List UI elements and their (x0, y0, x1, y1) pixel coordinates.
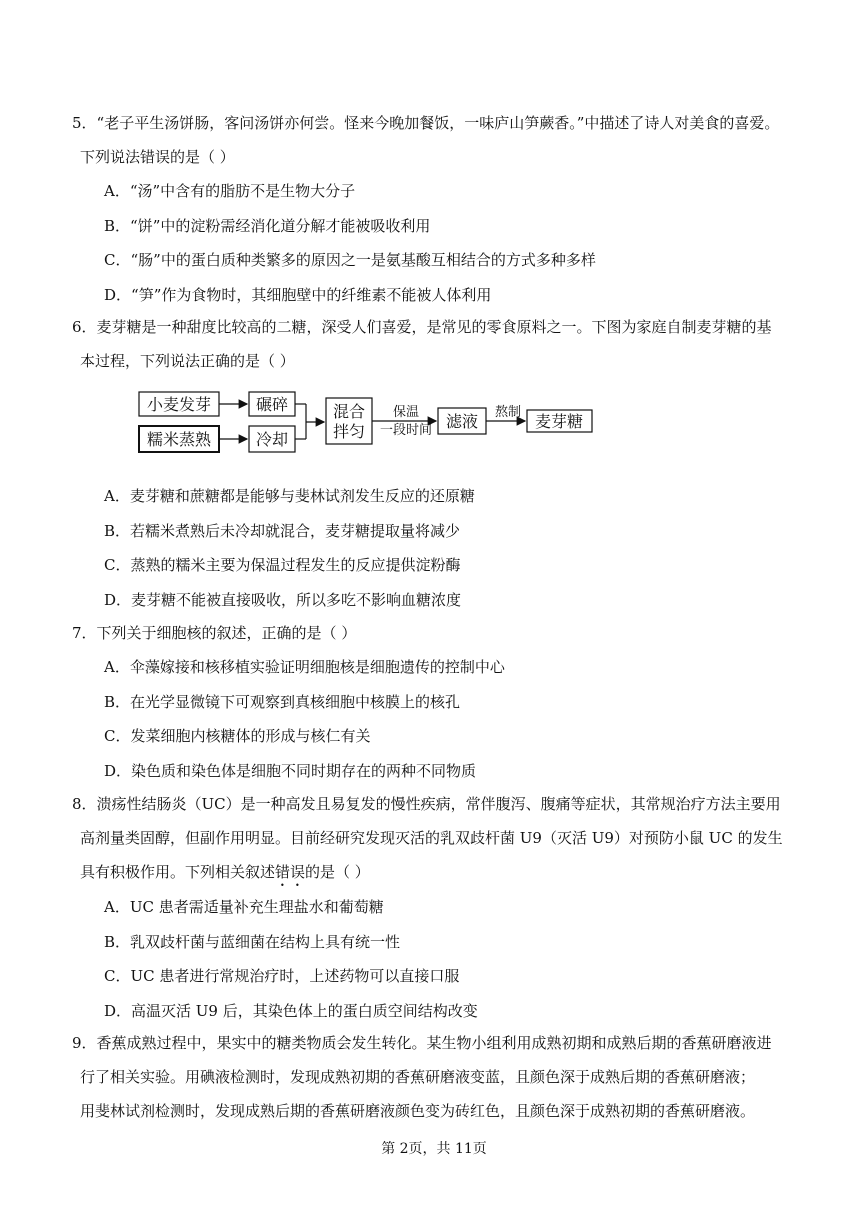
question-5-option-a: A．“汤”中含有的脂肪不是生物大分子 (104, 182, 356, 200)
process-diagram (136, 386, 606, 456)
question-6-option-c: C．蒸熟的糯米主要为保温过程发生的反应提供淀粉酶 (104, 556, 461, 574)
box-cool-label: 冷却 (255, 430, 289, 449)
question-5-stem-line2: 下列说法错误的是（ ） (80, 148, 235, 166)
arrow-boil-label: 熬制 (494, 405, 522, 420)
arrow-keep-warm-label-1: 保温 (392, 405, 420, 420)
question-6 (72, 310, 820, 378)
box-steam-rice-label: 糯米蒸熟 (146, 430, 212, 449)
question-6-stem-line2: 本过程，下列说法正确的是（ ） (80, 352, 295, 370)
question-6-option-b: B．若糯米煮熟后未冷却就混合，麦芽糖提取量将减少 (104, 521, 461, 540)
question-6-options (80, 479, 820, 617)
question-7-option-a: A．伞藻嫁接和核移植实验证明细胞核是细胞遗传的控制中心 (104, 658, 505, 676)
question-8 (72, 787, 820, 1028)
box-mix-label-2: 拌匀 (332, 422, 366, 441)
question-8-stem-line1: 8．溃疡性结肠炎（UC）是一种高发且易复发的慢性疾病，常伴腹泻、腹痛等症状，其常规治疗方法主要用 (72, 795, 781, 813)
question-9-stem-line3: 用斐林试剂检测时，发现成熟后期的香蕉研磨液颜色变为砖红色，且颜色深于成熟初期的香蕉研磨液。 (80, 1102, 756, 1120)
question-7 (72, 616, 820, 788)
question-8-stem-line3-post: 的是（ ） (305, 863, 370, 881)
question-8-stem-line3 (80, 855, 820, 890)
box-grind-label: 碾碎 (255, 395, 289, 414)
question-6-stem-line1: 6．麦芽糖是一种甜度比较高的二糖，深受人们喜爱，是常见的零食原料之一。下图为家庭自制麦芽糖的基 (72, 318, 772, 336)
question-6-option-d: D．麦芽糖不能被直接吸收，所以多吃不影响血糖浓度 (104, 590, 462, 609)
question-8-option-b: B．乳双歧杆菌与蓝细菌在结构上具有统一性 (104, 932, 401, 951)
box-mix-label-1: 混合 (332, 402, 366, 421)
question-8-option-c: C．UC 患者进行常规治疗时，上述药物可以直接口服 (104, 967, 460, 985)
question-8-option-a: A．UC 患者需适量补充生理盐水和葡萄糖 (104, 898, 384, 916)
question-5-option-c: C．“肠”中的蛋白质种类繁多的原因之一是氨基酸互相结合的方式多种多样 (104, 251, 596, 269)
question-7-option-c: C．发菜细胞内核糖体的形成与核仁有关 (104, 727, 371, 745)
question-8-option-d: D．高温灭活 U9 后，其染色体上的蛋白质空间结构改变 (104, 1001, 478, 1020)
box-filtrate-label: 滤液 (445, 412, 479, 431)
question-6-option-a: A．麦芽糖和蔗糖都是能够与斐林试剂发生反应的还原糖 (104, 487, 475, 505)
question-7-option-b: B．在光学显微镜下可观察到真核细胞中核膜上的核孔 (104, 692, 461, 711)
page-footer: 第 2页，共 11页 (381, 1141, 487, 1157)
question-5 (72, 106, 820, 312)
question-7-option-d: D．染色质和染色体是细胞不同时期存在的两种不同物质 (104, 761, 477, 780)
arrow-keep-warm-label-2: 一段时间 (379, 423, 433, 438)
question-9-stem-line2: 行了相关实验。用碘液检测时，发现成熟初期的香蕉研磨液变蓝，且颜色深于成熟后期的香蕉研磨液； (80, 1068, 756, 1086)
question-8-stem-line2: 高剂量类固醇，但副作用明显。目前经研究发现灭活的乳双歧杆菌 U9（灭活 U9）对预防小鼠 UC 的发生 (80, 829, 783, 847)
question-8-stem-line3-pre: 具有积极作用。下列相关叙述 (80, 863, 276, 881)
box-maltose-label: 麦芽糖 (534, 412, 584, 431)
question-8-emphasis-word: 错误 (275, 863, 306, 881)
question-5-option-d: D．“笋”作为食物时，其细胞壁中的纤维素不能被人体利用 (104, 285, 492, 304)
question-5-stem-line1: 5．“老子平生汤饼肠，客问汤饼亦何尝。怪来今晚加餐饭，一味庐山笋蕨香。”中描述了诗人对美食的喜爱。 (72, 114, 780, 132)
question-5-option-b: B．“饼”中的淀粉需经消化道分解才能被吸收利用 (104, 216, 431, 235)
question-9-stem-line1: 9．香蕉成熟过程中，果实中的糖类物质会发生转化。某生物小组利用成熟初期和成熟后期的香蕉研磨液进 (72, 1034, 772, 1052)
box-wheat-sprout-label: 小麦发芽 (146, 395, 212, 414)
question-7-stem: 7．下列关于细胞核的叙述，正确的是（ ） (72, 624, 357, 642)
question-9 (72, 1026, 820, 1128)
